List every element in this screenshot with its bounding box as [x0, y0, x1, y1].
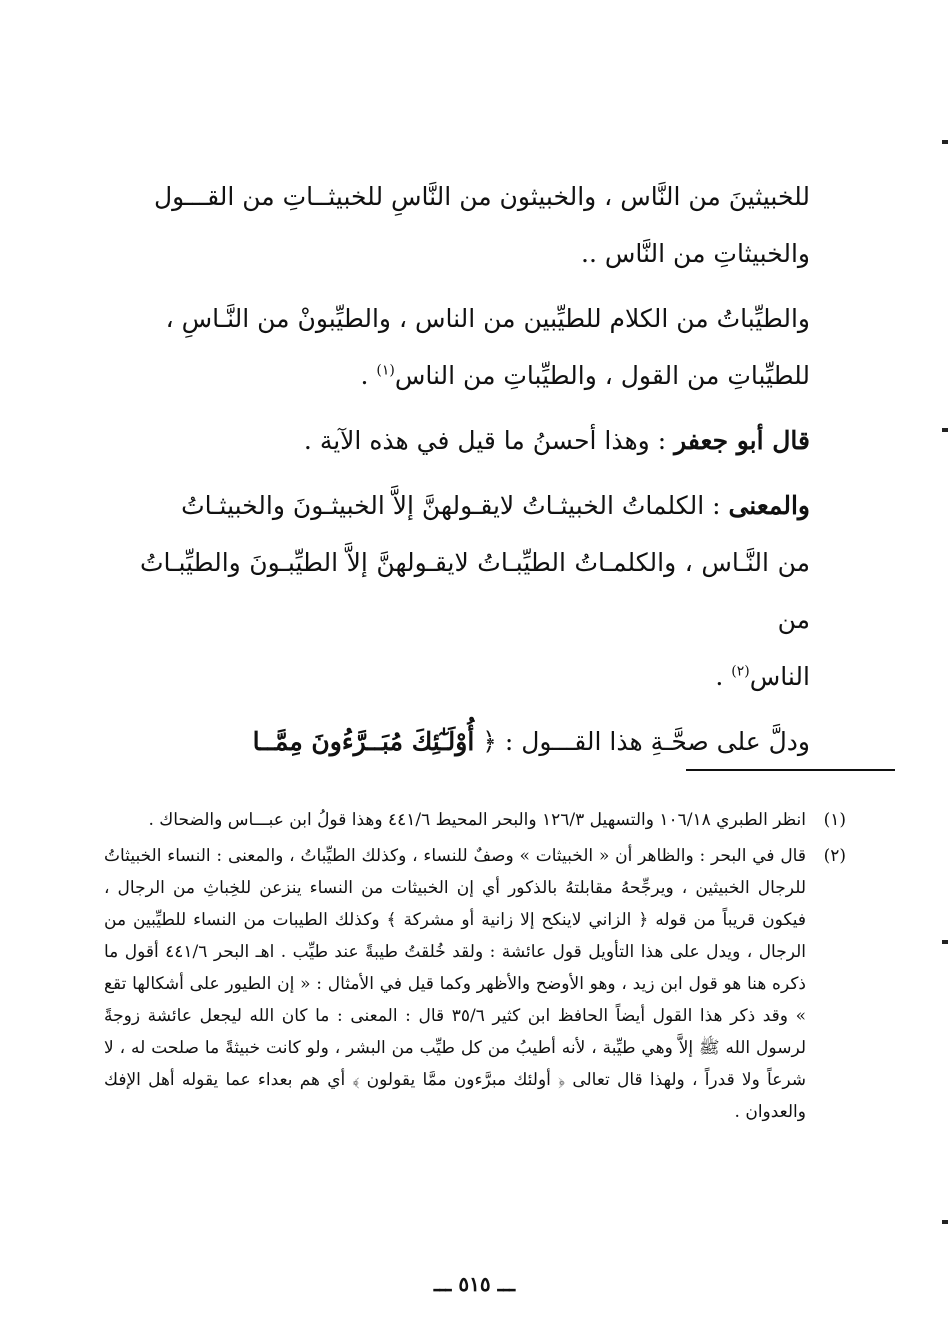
paragraph-5-text: ودلَّ على صحَّـةِ هذا القـــول :: [496, 727, 810, 756]
paragraph-3-line: [140, 412, 810, 469]
footnote-ref-1[interactable]: (١): [376, 362, 395, 379]
footnote-2-text: قال في البحر : والظاهر أن « الخبيثات » وصفٌ للنساء ، وكذلك الطيِّباتُ ، والمعنى : النساء الخبيثاتُ للرجال الخبيثين ، ويرجِّحهُ مقابلتهُ بالذكور أي إن الخبيثات من النساء ينزعن للخِباثِ من الرجال ، فيكون قريباً من قوله ﴿ الزاني لاينكح إلا زانية أو مشركة ﴾ وكذلك الطيبات من النساء للطيِّبين من الرجال ، ويدل على هذا التأويل قول عائشة : ولقد خُلقتُ طيبةً عند طيِّب . اهـ البحر ٤٤١/٦ أقول ما ذكره هنا هو قول ابن زيد ، وهو الأوضح والأظهر وكما قيل في الأمثال : « إن الطيور على أشكالها تقع » وقد ذكر هذا القول أيضاً الحافظ ابن كثير ٣٥/٦ قال : المعنى : ما كان الله ليجعل عائشة زوجةً لرسول الله ﷺ إلاَّ وهي طيِّبة ، لأنه أطيبُ من كل طيِّب من البشر ، ولو كانت خبيثةً ما صلحت له ، لا شرعاً ولا قدراً ، ولهذا قال تعالى ﴿ أولئك مبرَّءون ممَّا يقولون ﴾ أي هم بعداء عما يقوله أهل الإفك والعدوان .: [104, 846, 807, 1122]
paragraph-5: [140, 713, 810, 770]
footnote-2: [104, 840, 846, 1128]
main-text: [140, 168, 810, 778]
paragraph-4: [140, 477, 810, 705]
footnote-1-text: انظر الطبري ١٠٦/١٨ والتسهيل ١٢٦/٣ والبحر المحيط ٤٤١/٦ وهذا قولُ ابن عبـــاس والضحاك .: [148, 810, 806, 830]
paragraph-4-line-1: [140, 477, 810, 534]
paragraph-2-line-1: والطيِّباتُ من الكلام للطيِّبين من الناس ، والطيِّبونْ من النَّـاسِ ،: [165, 304, 810, 333]
paragraph-5-line: [140, 713, 810, 770]
edge-mark: [942, 940, 948, 944]
paragraph-3: [140, 412, 810, 469]
footnotes: [104, 804, 846, 1132]
paragraph-4-line-1-text: : الكلماتُ الخبيثـاتُ لايقـولهنَّ إلاَّ الخبيثـونَ والخبيثـاتُ: [181, 491, 729, 520]
quran-bracket-open: ﴿: [474, 727, 497, 756]
paragraph-2: [140, 290, 810, 404]
page-number: ـــ ٥١٥ ـــ: [433, 1272, 516, 1296]
footnote-ref-2[interactable]: (٢): [731, 663, 750, 680]
footnote-1: [104, 804, 846, 836]
paragraph-2-line-2-text: للطيِّباتِ من القول ، والطيِّباتِ من الناس: [394, 361, 810, 390]
paragraph-3-text: : وهذا أحسنُ ما قيل في هذه الآية .: [303, 426, 675, 455]
paragraph-2-line-2: [140, 347, 810, 404]
meaning-label: والمعنى: [728, 491, 810, 520]
edge-mark: [942, 1220, 948, 1224]
footnote-2-number: (٢): [823, 846, 846, 866]
edge-mark: [942, 140, 948, 144]
paragraph-4-line-3: [140, 648, 810, 705]
footnote-separator: [686, 769, 895, 771]
paragraph-4-line-2: من النَّـاس ، والكلمـاتُ الطيِّبـاتُ لايقـولهنَّ إلاَّ الطيِّبـونَ والطيِّبـاتُ من: [140, 548, 810, 634]
speaker-abu-jafar: قال أبو جعفر: [674, 426, 810, 455]
paragraph-4-end: .: [715, 662, 732, 691]
paragraph-1-line-2: والخبيثاتِ من النَّاس ..: [581, 239, 810, 268]
footnote-1-number: (١): [823, 810, 846, 830]
paragraph-4-line-3-text: الناس: [749, 662, 810, 691]
quran-quote: أُوْلَـٰٓئِكَ مُبَــرَّءُونَ مِمَّــا: [252, 727, 475, 756]
paragraph-1: [140, 168, 810, 282]
paragraph-2-end: .: [360, 361, 377, 390]
paragraph-1-line-1: للخبيثينَ من النَّاس ، والخبيثون من النَّاسِ للخبيثــاتِ من القـــول: [154, 182, 810, 211]
edge-mark: [942, 428, 948, 432]
